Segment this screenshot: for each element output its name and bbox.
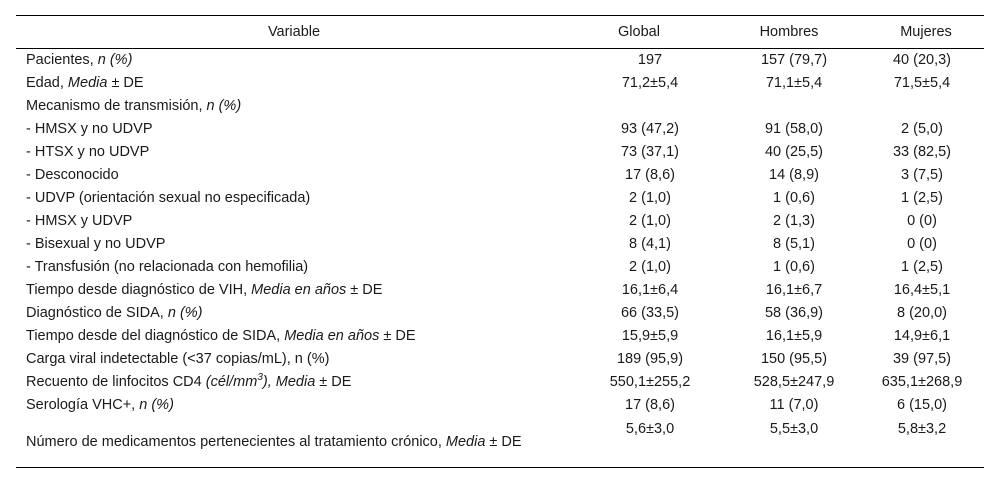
cell-mujeres: 8 (20,0) xyxy=(897,305,947,321)
cell-global: 2 (1,0) xyxy=(629,213,671,229)
cell-hombres: 40 (25,5) xyxy=(764,144,824,160)
row-label: Número de medicamentos pertenecientes al tratamiento crónico, Media ± DE xyxy=(26,433,522,450)
table-row xyxy=(16,325,984,348)
header-row xyxy=(16,16,984,49)
cell-mujeres: 3 (7,5) xyxy=(901,167,943,183)
cell-hombres xyxy=(728,95,860,118)
cell-mujeres xyxy=(860,95,984,118)
cell-hombres: 528,5±247,9 xyxy=(753,374,835,390)
row-label: Pacientes, n (%) xyxy=(26,52,133,68)
row-label: Diagnóstico de SIDA, n (%) xyxy=(26,305,203,321)
row-label: - HMSX y UDVP xyxy=(26,213,133,229)
cell-global xyxy=(572,95,728,118)
cell-hombres: 91 (58,0) xyxy=(764,121,824,137)
cell-global: 2 (1,0) xyxy=(629,259,671,275)
cell-hombres: 8 (5,1) xyxy=(773,236,815,252)
table-row xyxy=(16,348,984,371)
table-body xyxy=(16,49,984,468)
table-row xyxy=(16,72,984,95)
cell-hombres: 150 (95,5) xyxy=(760,351,828,367)
cell-mujeres: 6 (15,0) xyxy=(897,397,947,413)
data-table-container xyxy=(16,15,984,468)
row-label: - HMSX y no UDVP xyxy=(26,121,153,137)
cell-global: 2 (1,0) xyxy=(629,190,671,206)
cell-hombres: 157 (79,7) xyxy=(760,52,828,68)
cell-global: 17 (8,6) xyxy=(625,167,675,183)
table-row xyxy=(16,164,984,187)
table-row xyxy=(16,49,984,73)
row-label: - Transfusión (no relacionada con hemofilia) xyxy=(26,259,309,275)
table-row xyxy=(16,279,984,302)
cell-mujeres: 5,8±3,2 xyxy=(897,421,947,437)
cell-global: 8 (4,1) xyxy=(629,236,671,252)
table-row xyxy=(16,256,984,279)
table-row xyxy=(16,118,984,141)
header-mujeres: Mujeres xyxy=(900,24,952,40)
cell-hombres: 16,1±5,9 xyxy=(765,328,823,344)
row-label: Edad, Media ± DE xyxy=(26,75,144,91)
cell-global: 15,9±5,9 xyxy=(621,328,679,344)
cell-mujeres: 39 (97,5) xyxy=(892,351,952,367)
cell-hombres: 2 (1,3) xyxy=(773,213,815,229)
header-global: Global xyxy=(618,24,660,40)
row-label: Recuento de linfocitos CD4 $(cél/mm^3)$, Media ± DE xyxy=(26,372,352,390)
row-label: - HTSX y no UDVP xyxy=(26,144,150,160)
cell-mujeres: 2 (5,0) xyxy=(901,121,943,137)
cell-global: 66 (33,5) xyxy=(620,305,680,321)
cell-global: 16,1±6,4 xyxy=(621,282,679,298)
header-hombres: Hombres xyxy=(759,24,819,40)
demographics-table xyxy=(16,15,984,468)
table-row xyxy=(16,210,984,233)
cell-global: 189 (95,9) xyxy=(616,351,684,367)
cell-mujeres: 14,9±6,1 xyxy=(893,328,951,344)
table-row xyxy=(16,302,984,325)
table-header xyxy=(16,16,984,49)
header-variable: Variable xyxy=(267,24,321,40)
cell-mujeres: 1 (2,5) xyxy=(901,259,943,275)
cell-hombres: 11 (7,0) xyxy=(769,397,819,413)
row-label: Tiempo desde del diagnóstico de SIDA, Media en años ± DE xyxy=(26,328,416,344)
row-label: - Bisexual y no UDVP xyxy=(26,236,166,252)
cell-mujeres: 0 (0) xyxy=(907,213,937,229)
row-label: - Desconocido xyxy=(26,167,119,183)
table-row xyxy=(16,371,984,394)
cell-hombres: 71,1±5,4 xyxy=(765,75,823,91)
cell-hombres: 16,1±6,7 xyxy=(765,282,823,298)
row-label: Serología VHC+, n (%) xyxy=(26,397,174,413)
cell-hombres: 1 (0,6) xyxy=(773,259,815,275)
row-label: - UDVP (orientación sexual no especificada) xyxy=(26,190,311,206)
cell-mujeres: 635,1±268,9 xyxy=(881,374,963,390)
table-row xyxy=(16,187,984,210)
cell-mujeres: 40 (20,3) xyxy=(892,52,952,68)
cell-mujeres: 16,4±5,1 xyxy=(893,282,951,298)
cell-hombres: 5,5±3,0 xyxy=(769,421,819,437)
table-row xyxy=(16,417,984,468)
cell-hombres: 58 (36,9) xyxy=(764,305,824,321)
row-label: Carga viral indetectable (<37 copias/mL), n (%) xyxy=(26,351,330,367)
cell-global: 17 (8,6) xyxy=(625,397,675,413)
cell-global: 73 (37,1) xyxy=(620,144,680,160)
cell-mujeres: 0 (0) xyxy=(907,236,937,252)
cell-mujeres: 1 (2,5) xyxy=(901,190,943,206)
cell-hombres: 1 (0,6) xyxy=(773,190,815,206)
row-label: Tiempo desde diagnóstico de VIH, Media en años ± DE xyxy=(26,282,383,298)
cell-hombres: 14 (8,9) xyxy=(769,167,819,183)
cell-global: 5,6±3,0 xyxy=(625,421,675,437)
table-row xyxy=(16,141,984,164)
table-row xyxy=(16,394,984,417)
cell-global: 197 xyxy=(637,52,663,68)
cell-global: 71,2±5,4 xyxy=(621,75,679,91)
row-label: Mecanismo de transmisión, n (%) xyxy=(26,98,242,114)
cell-mujeres: 33 (82,5) xyxy=(892,144,952,160)
table-row xyxy=(16,95,984,118)
table-row xyxy=(16,233,984,256)
cell-global: 93 (47,2) xyxy=(620,121,680,137)
cell-mujeres: 71,5±5,4 xyxy=(893,75,951,91)
cell-global: 550,1±255,2 xyxy=(609,374,691,390)
